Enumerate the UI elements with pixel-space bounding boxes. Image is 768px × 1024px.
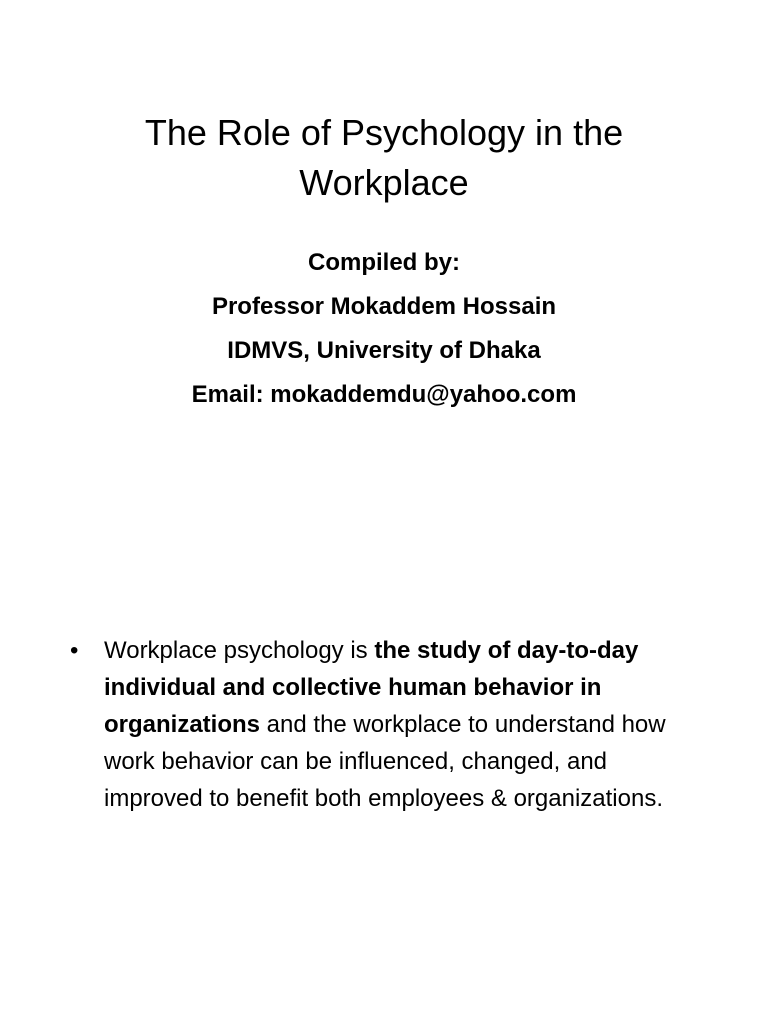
title-slide	[0, 0, 768, 500]
author-affiliation: IDMVS, University of Dhaka	[227, 337, 541, 364]
bullet-text-rest: and the workplace to understand how work behavior can be influenced, changed, and improved to benefit both employees & organizations.	[104, 711, 666, 812]
bullet-icon: •	[70, 637, 79, 664]
author-block	[60, 241, 708, 417]
bullet-text-emphasis: the study of day-to-day individual and collective human behavior in organizations	[104, 637, 639, 738]
author-name: Professor Mokaddem Hossain	[211, 293, 557, 320]
author-email: Email: mokaddemdu@yahoo.com	[191, 381, 577, 408]
bullet-text-intro: Workplace psychology is	[104, 637, 375, 664]
bullet-text	[104, 632, 700, 817]
bullet-item	[70, 632, 700, 817]
slide-title: The Role of Psychology in the Workplace	[144, 112, 624, 203]
content-slide	[0, 500, 768, 1024]
compiled-by-label: Compiled by:	[307, 249, 460, 276]
